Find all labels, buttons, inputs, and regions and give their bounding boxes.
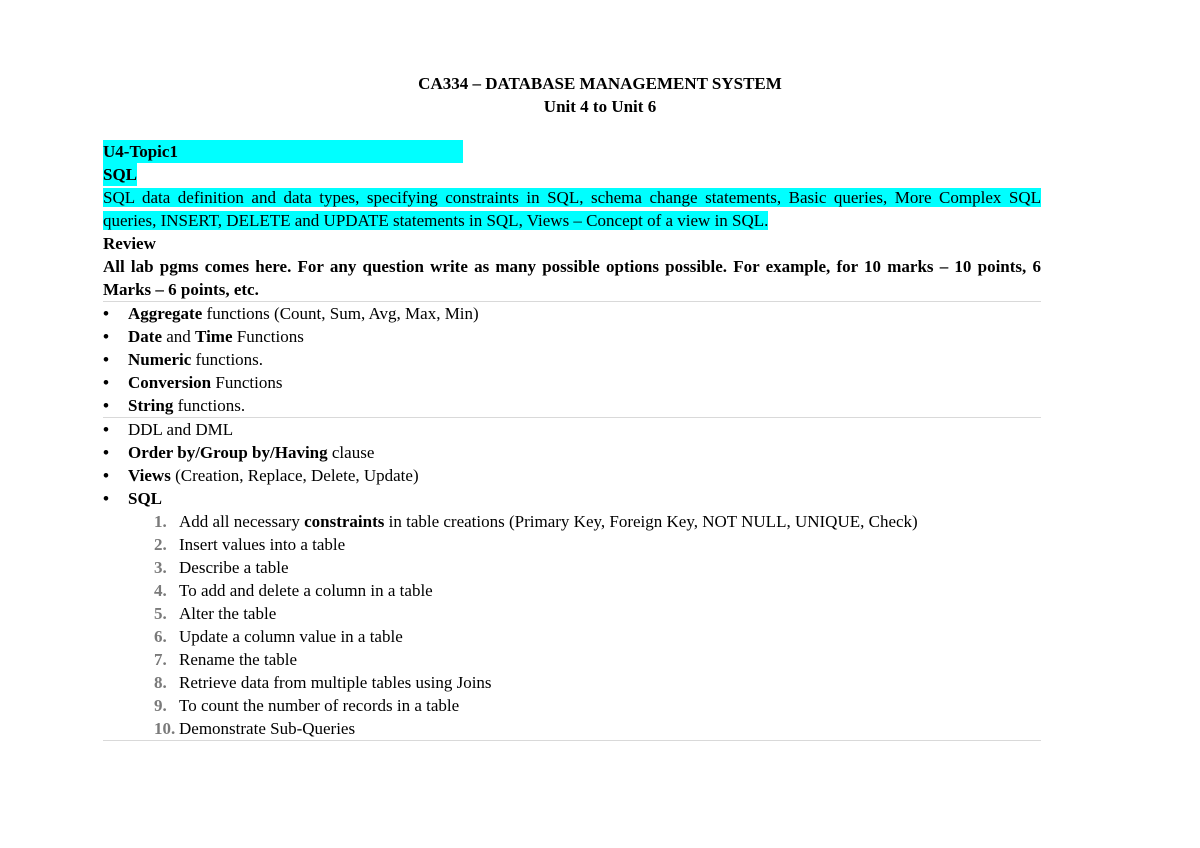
list-item: • Date and Time Functions <box>103 325 1041 348</box>
topic-bullet-list <box>103 302 1041 510</box>
sql-numbered-list <box>103 510 1041 741</box>
review-instruction: All lab pgms comes here. For any question write as many possible options possible. For example, for 10 marks – 10 points, 6 Marks – 6 points, etc. <box>103 255 1041 302</box>
topic-heading: SQL <box>103 165 138 184</box>
list-item: 3. Describe a table <box>154 558 289 577</box>
topic-label: U4-Topic1 <box>103 140 463 163</box>
list-item: • SQL <box>103 487 1041 510</box>
document-content <box>103 140 1041 741</box>
document-subtitle: Unit 4 to Unit 6 <box>543 97 657 116</box>
list-item: • Numeric functions. <box>103 348 1041 371</box>
list-item: 8. Retrieve data from multiple tables using Joins <box>154 673 492 692</box>
topic-description-text: SQL data definition and data types, specifying constraints in SQL, schema change statements, Basic queries, More Complex SQL queries, INSERT, DELETE and UPDATE statements in SQL, Views – Concept of a view in SQL. <box>103 188 1041 230</box>
list-item: 5. Alter the table <box>154 604 277 623</box>
list-item: 1. Add all necessary constraints in table creations (Primary Key, Foreign Key, NOT NULL, UNIQUE, Check) <box>154 512 918 531</box>
list-item: • Conversion Functions <box>103 371 1041 394</box>
list-item: 9. To count the number of records in a table <box>154 696 460 715</box>
list-item: • Order by/Group by/Having clause <box>103 441 1041 464</box>
list-item: • String functions. <box>103 394 1041 418</box>
document-title: CA334 – DATABASE MANAGEMENT SYSTEM <box>418 74 782 93</box>
list-item: 7. Rename the table <box>154 650 298 669</box>
list-item: 6. Update a column value in a table <box>154 627 403 646</box>
list-item: 2. Insert values into a table <box>154 535 346 554</box>
list-item: • DDL and DML <box>103 418 1041 441</box>
list-item: 4. To add and delete a column in a table <box>154 581 433 600</box>
topic-description <box>103 186 1041 232</box>
review-heading: Review <box>103 234 156 253</box>
list-item: • Views (Creation, Replace, Delete, Update) <box>103 464 1041 487</box>
list-item: 10. Demonstrate Sub-Queries <box>154 719 356 738</box>
title-block <box>0 72 1200 118</box>
list-item: • Aggregate functions (Count, Sum, Avg, Max, Min) <box>103 302 1041 325</box>
